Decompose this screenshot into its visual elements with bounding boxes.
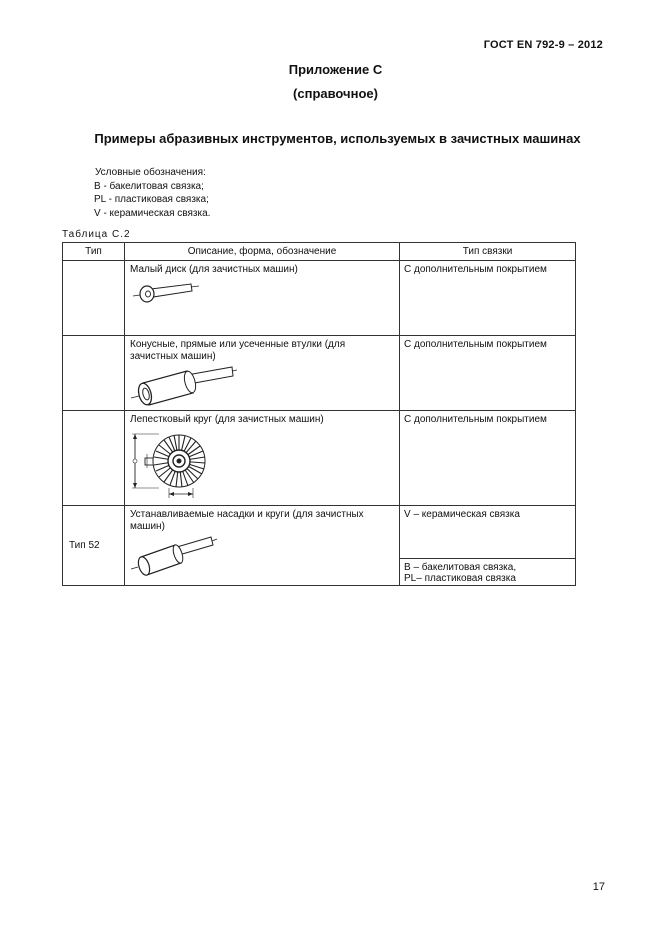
description-text: Лепестковый круг (для зачистных машин): [130, 414, 324, 425]
table-label: Таблица С.2: [62, 229, 131, 240]
description-text: Устанавливаемые насадки и круги (для зачистных машин): [130, 509, 364, 532]
type-cell: [63, 411, 125, 506]
table-row: [63, 411, 576, 506]
bond-cell: [400, 336, 576, 411]
legend: [94, 166, 210, 220]
description-cell: [125, 336, 400, 411]
bond-text: С дополнительным покрытием: [404, 339, 547, 350]
header-type: Тип: [63, 243, 125, 261]
abrasive-tools-table: [62, 242, 576, 586]
header-bond: Тип связки: [400, 243, 576, 261]
small-disc-icon: [129, 276, 209, 316]
legend-title: Условные обозначения:: [95, 167, 206, 178]
bond-text: С дополнительным покрытием: [404, 264, 547, 275]
legend-item-v: V - керамическая связка.: [94, 207, 211, 219]
type-cell: [63, 261, 125, 336]
flap-wheel-icon: [129, 426, 219, 504]
legend-item-pl: PL - пластиковая связка;: [94, 194, 209, 205]
bond-cell: [400, 411, 576, 506]
bond-text-top: V – керамическая связка: [400, 506, 575, 559]
bond-cell: [400, 506, 576, 586]
appendix-title: Приложение С: [288, 62, 383, 77]
bond-cell: [400, 261, 576, 336]
bond-line-pl: PL– пластиковая связка: [404, 573, 516, 584]
type-cell: [63, 336, 125, 411]
header-description: Описание, форма, обозначение: [125, 243, 400, 261]
appendix-subtitle: (справочное): [293, 86, 378, 101]
table-row: [63, 506, 576, 586]
standard-code: ГОСТ EN 792-9 – 2012: [483, 39, 603, 51]
table-row: [63, 261, 576, 336]
bond-text-bottom: [400, 559, 575, 585]
description-cell: [125, 261, 400, 336]
description-text: Малый диск (для зачистных машин): [130, 264, 298, 275]
table-row: [63, 336, 576, 411]
description-cell: [125, 506, 400, 586]
main-heading: Примеры абразивных инструментов, используемых в зачистных машинах: [94, 131, 581, 146]
mounted-point-icon: [129, 533, 219, 579]
sleeve-icon: [129, 363, 239, 407]
bond-text: С дополнительным покрытием: [404, 414, 547, 425]
type-cell: Тип 52: [63, 506, 125, 586]
legend-item-b: B - бакелитовая связка;: [94, 180, 204, 192]
table-header-row: [63, 243, 576, 261]
page-number: 17: [592, 881, 605, 893]
description-cell: [125, 411, 400, 506]
description-text: Конусные, прямые или усеченные втулки (для зачистных машин): [130, 339, 346, 362]
bond-line-b: B – бакелитовая связка,: [404, 562, 517, 573]
